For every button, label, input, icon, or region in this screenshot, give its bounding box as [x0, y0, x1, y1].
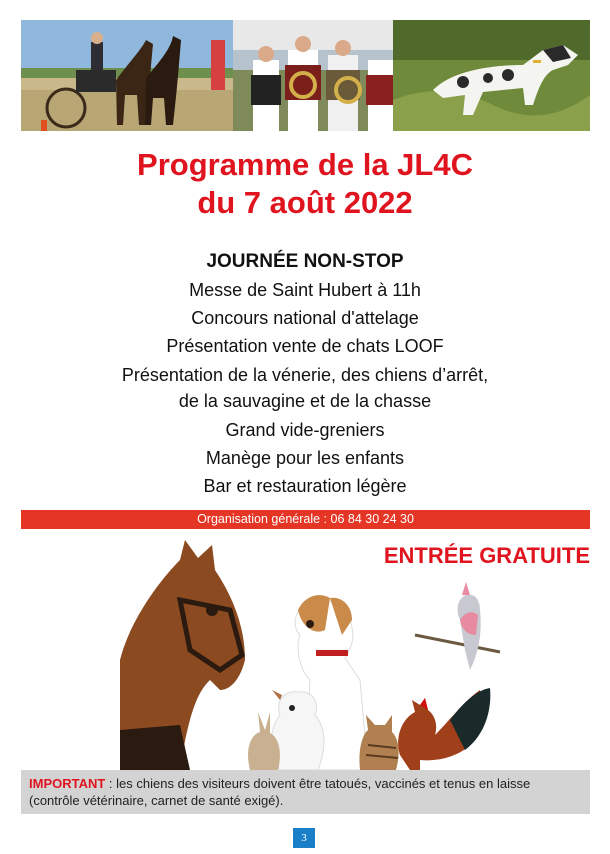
important-notice	[21, 770, 590, 814]
organisation-bar: Organisation générale : 06 84 30 24 30	[21, 510, 590, 529]
program-title	[0, 146, 610, 222]
carriage-driving-photo	[21, 20, 233, 131]
program-item: Manège pour les enfants	[205, 448, 405, 468]
program-item-venerie	[0, 362, 610, 414]
program-heading: JOURNÉE NON-STOP	[206, 251, 404, 272]
kitten-icon	[359, 715, 398, 770]
hunting-horn-band-photo	[233, 20, 393, 131]
program-title-line2: du 7 août 2022	[197, 185, 413, 220]
animals-illustration	[120, 540, 520, 770]
program-item: Présentation vente de chats LOOF	[166, 336, 444, 356]
program-item: Bar et restauration légère	[203, 476, 407, 496]
free-entry-label: ENTRÉE GRATUITE	[383, 543, 590, 568]
program-title-line1: Programme de la JL4C	[137, 147, 473, 182]
page-number-badge: 3	[293, 828, 315, 848]
rabbit-icon	[248, 712, 280, 770]
program-item: Messe de Saint Hubert à 11h	[189, 280, 421, 300]
program-item: Grand vide-greniers	[225, 420, 385, 440]
header-photo-strip	[21, 20, 590, 131]
pointer-dog-photo	[393, 20, 590, 131]
important-text: : les chiens des visiteurs doivent être tatoués, vaccinés et tenus en laisse (contrôle vétérinaire, carnet de santé exigé).	[29, 776, 531, 808]
program-item: Concours national d'attelage	[191, 308, 419, 328]
venerie-line2: de la sauvagine et de la chasse	[178, 391, 432, 411]
venerie-line1: Présentation de la vénerie, des chiens d’arrêt,	[121, 365, 489, 385]
important-label: IMPORTANT	[29, 776, 106, 791]
program-list	[0, 248, 610, 500]
